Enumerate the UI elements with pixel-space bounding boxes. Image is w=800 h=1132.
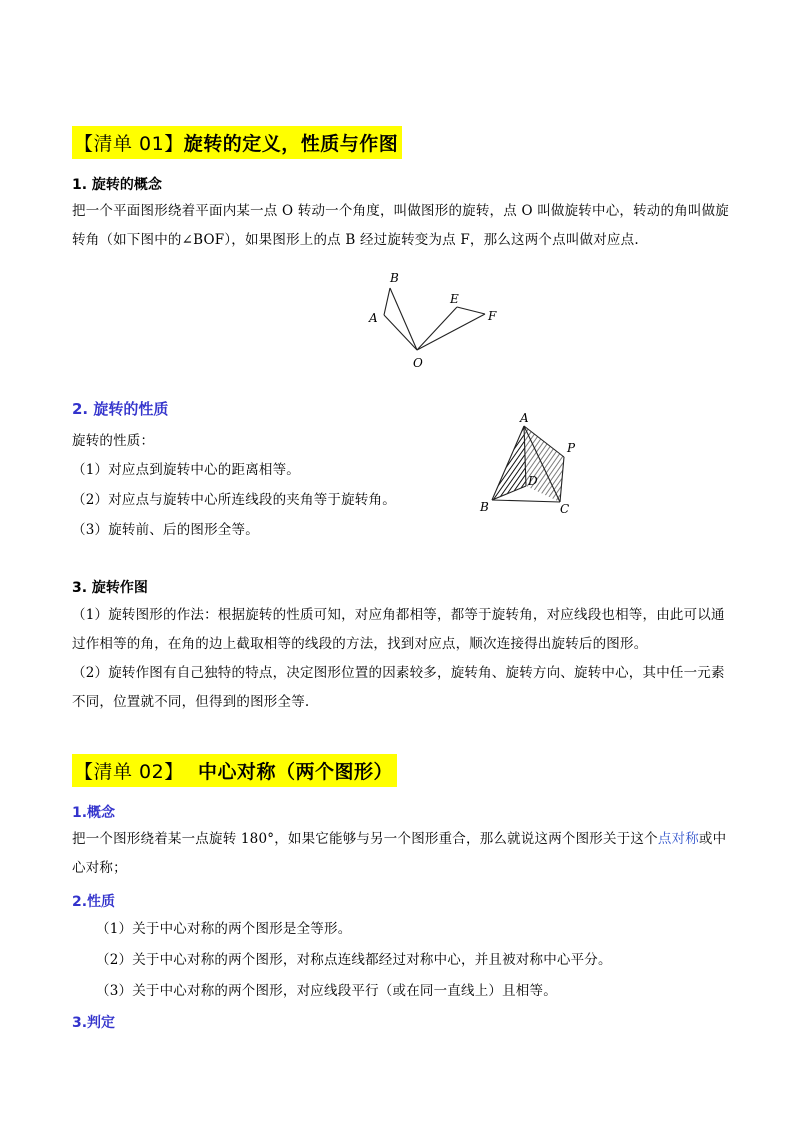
- rotation-concept-text: 把一个平面图形绕着平面内某一点 O 转动一个角度，叫做图形的旋转，点 O 叫做旋转中心，转动的角叫做旋转角（如下图中的∠BOF），如果图形上的点 B 经过旋转变为点 F，那么这两个点叫做对应点.: [72, 203, 729, 248]
- central-symmetry-concept-text: [72, 825, 732, 883]
- point-symmetry-link[interactable]: 点对称: [657, 831, 699, 847]
- label-p: P: [567, 441, 576, 455]
- label-o: O: [413, 356, 423, 370]
- segment-of: [417, 314, 485, 350]
- central-symmetry-concept-heading: 1.概念: [72, 805, 116, 821]
- section2-title-tag: 【清单 02】: [74, 761, 184, 783]
- label-b: B: [390, 271, 399, 285]
- central-symmetry-judgement-heading: 3.判定: [72, 1015, 116, 1031]
- label-f: F: [488, 309, 497, 323]
- rotation-drawing-paragraph-2: （2）旋转作图有自己独特的特点，决定图形位置的因素较多，旋转角、旋转方向、旋转中心，其中任一元素不同，位置就不同，但得到的图形全等.: [72, 665, 725, 710]
- segment-oe: [417, 307, 457, 350]
- section2-title: [72, 754, 397, 787]
- rotation-property-item: （2）对应点与旋转中心所连线段的夹角等于旋转角。: [72, 492, 396, 508]
- rotation-figure-bof: [360, 268, 510, 373]
- rotation-figure-triangle: [476, 412, 596, 518]
- label-b: B: [480, 500, 489, 514]
- segment-ao: [384, 315, 417, 350]
- label-e: E: [450, 292, 459, 306]
- concept-text-before: 把一个图形绕着某一点旋转 180°，如果它能够与另一个图形重合，那么就说这两个图形关于这个: [72, 831, 658, 847]
- rotation-properties-heading: 2. 旋转的性质: [72, 400, 169, 418]
- label-a: A: [369, 311, 378, 325]
- label-a: A: [520, 412, 529, 425]
- label-c: C: [560, 502, 570, 516]
- central-symmetry-property-item: （1）关于中心对称的两个图形是全等形。: [96, 921, 352, 937]
- section1-title-tag: 【清单 01】: [74, 133, 184, 155]
- section1-title-text: 旋转的定义，性质与作图: [183, 133, 399, 155]
- rotation-drawing-heading: 3. 旋转作图: [72, 580, 148, 596]
- central-symmetry-properties-heading: 2.性质: [72, 894, 116, 910]
- segment-ef: [457, 307, 485, 314]
- central-symmetry-property-item: （2）关于中心对称的两个图形，对称点连线都经过对称中心，并且被对称中心平分。: [96, 952, 612, 968]
- rotation-property-item: （3）旋转前、后的图形全等。: [72, 522, 259, 538]
- rotation-drawing-paragraph-1: （1）旋转图形的作法：根据旋转的性质可知，对应角都相等，都等于旋转角，对应线段也相等，由此可以通过作相等的角，在角的边上截取相等的线段的方法，找到对应点，顺次连接得出旋转后的图形。: [72, 607, 725, 652]
- segment-bo: [390, 288, 417, 350]
- segment-ba: [384, 288, 390, 315]
- central-symmetry-property-item: （3）关于中心对称的两个图形，对应线段平行（或在同一直线上）且相等。: [96, 983, 557, 999]
- label-d: D: [528, 474, 538, 488]
- rotation-property-item: （1）对应点到旋转中心的距离相等。: [72, 462, 300, 478]
- rotation-properties-intro: 旋转的性质：: [72, 433, 155, 449]
- segment-bc: [492, 500, 560, 502]
- section1-title: [72, 126, 402, 159]
- section2-title-text: 中心对称（两个图形）: [197, 761, 393, 783]
- concept-text-after: 或中心对称；: [72, 831, 727, 876]
- rotation-concept-heading: 1. 旋转的概念: [72, 177, 162, 193]
